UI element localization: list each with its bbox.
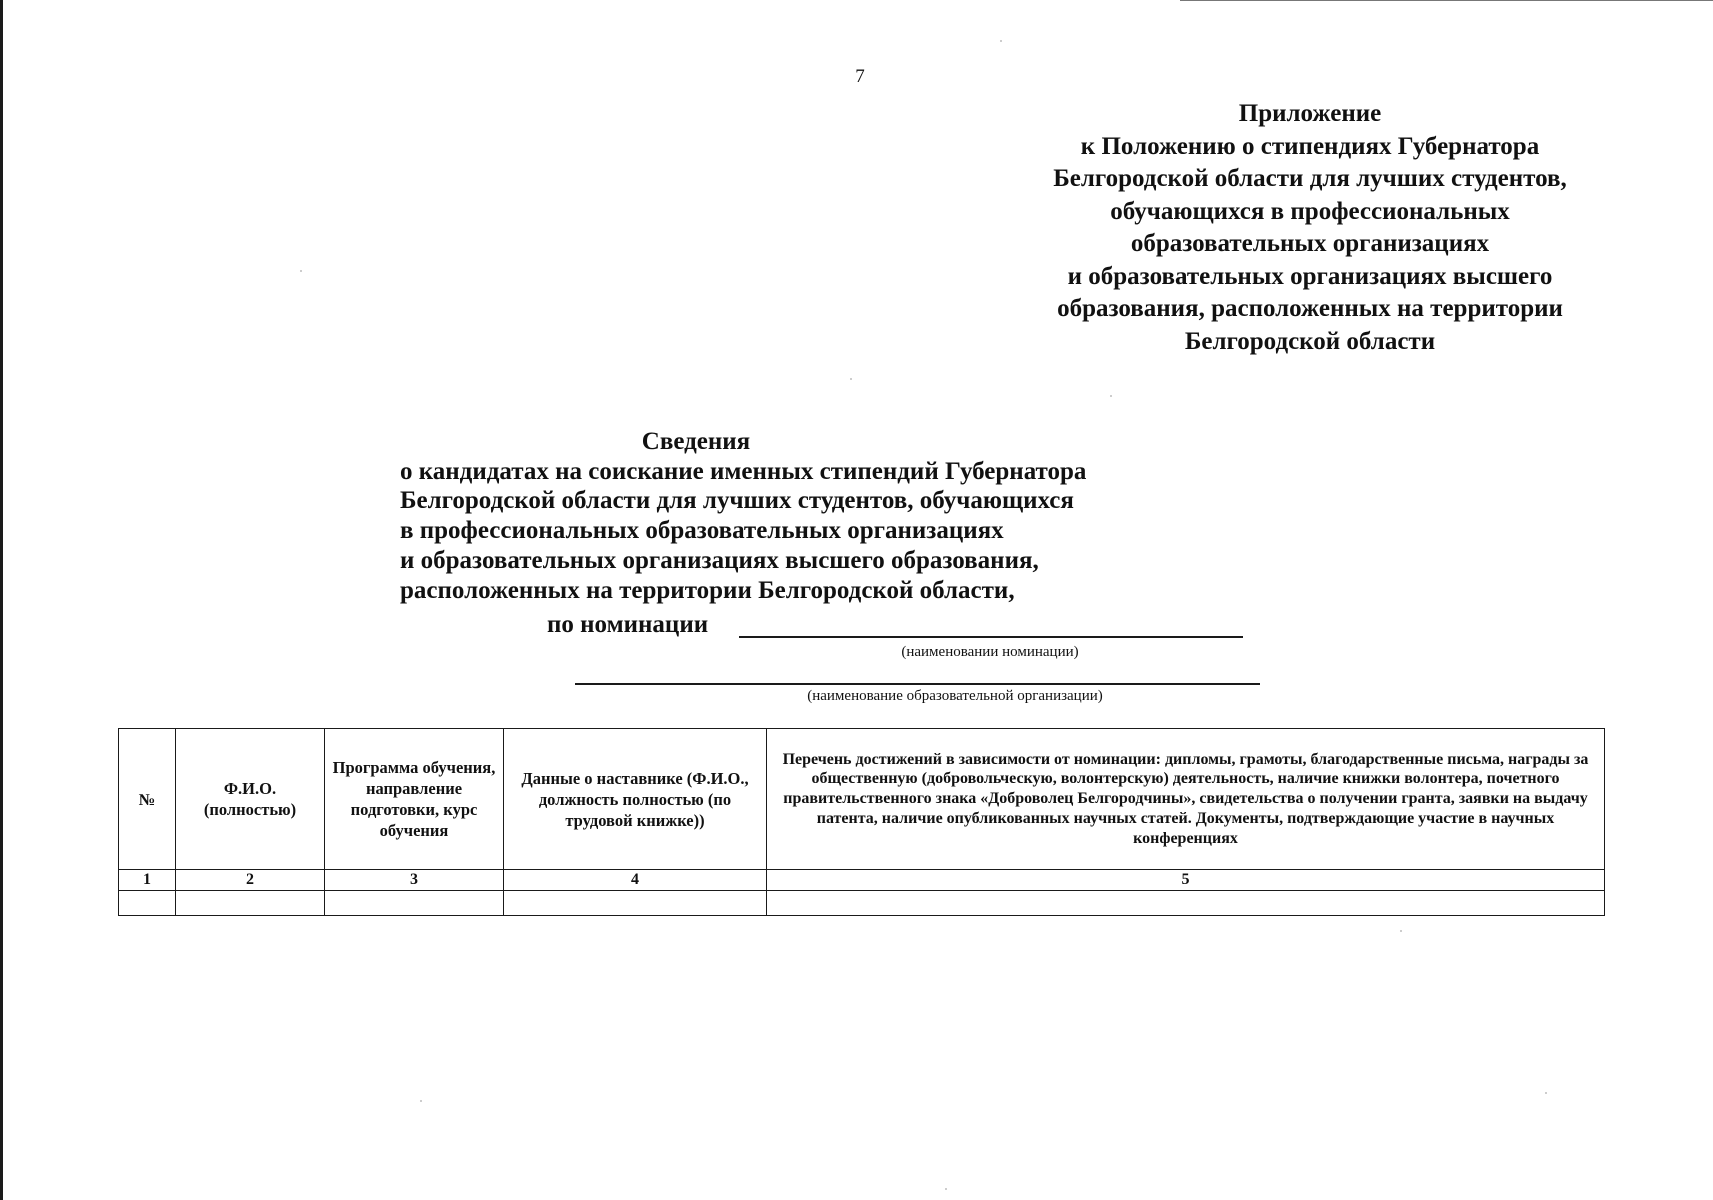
organization-caption: (наименование образовательной организации) bbox=[807, 688, 1103, 704]
scan-speck bbox=[850, 378, 852, 380]
appendix-title: Приложение bbox=[1238, 100, 1382, 127]
heading-line: и образовательных организациях высшего образования, bbox=[400, 546, 1039, 574]
scan-speck bbox=[1545, 1092, 1547, 1094]
nomination-blank-line bbox=[739, 636, 1243, 638]
appendix-line: образования, расположенных на территории bbox=[1057, 295, 1563, 322]
scan-speck bbox=[300, 270, 302, 272]
heading-line: о кандидатах на соискание именных стипендий Губернатора bbox=[400, 457, 1087, 485]
table-cell[interactable] bbox=[504, 891, 767, 916]
column-number: 5 bbox=[767, 870, 1605, 891]
table-header-row bbox=[119, 729, 1605, 870]
column-number-row bbox=[119, 870, 1605, 891]
page-left-border bbox=[0, 0, 3, 1200]
appendix-line: и образовательных организациях высшего bbox=[1067, 262, 1553, 290]
scan-speck bbox=[945, 1188, 947, 1190]
heading-line: Белгородской области для лучших студентов, обучающихся bbox=[400, 487, 1074, 515]
table-cell[interactable] bbox=[176, 891, 325, 916]
table-cell[interactable] bbox=[119, 891, 176, 916]
scan-speck bbox=[1000, 40, 1002, 42]
table-row bbox=[119, 891, 1605, 916]
appendix-line: Белгородской области bbox=[1184, 327, 1436, 355]
heading-line: в профессиональных образовательных организациях bbox=[400, 517, 1004, 545]
nomination-label: по номинации bbox=[547, 611, 709, 638]
table-cell[interactable] bbox=[767, 891, 1605, 916]
scan-speck bbox=[1110, 395, 1112, 397]
candidates-table bbox=[118, 728, 1605, 916]
scan-speck bbox=[1400, 930, 1402, 932]
appendix-line: образовательных организациях bbox=[1130, 230, 1490, 257]
heading-title: Сведения bbox=[641, 428, 751, 455]
page-top-edge bbox=[1180, 0, 1713, 1]
column-number: 3 bbox=[325, 870, 504, 891]
document-heading bbox=[400, 427, 1087, 605]
appendix-block bbox=[985, 98, 1635, 358]
page-number: 7 bbox=[855, 66, 865, 87]
column-number: 1 bbox=[119, 870, 176, 891]
header-number: № bbox=[119, 729, 176, 870]
column-number: 4 bbox=[504, 870, 767, 891]
heading-line: расположенных на территории Белгородской области, bbox=[400, 576, 1015, 604]
header-achievements: Перечень достижений в зависимости от номинации: дипломы, грамоты, благодарственные письма, награды за общественную (добровольческую, волонтерскую) деятельность, наличие книжки волонтера, почетного правительственного знака «Доброволец Белгородчины», свидетельства о получении гранта, заявки на выдачу патента, наличие опубликованных научных статей. Документы, подтверждающие участие в научных конференциях bbox=[767, 729, 1605, 870]
appendix-line: Белгородской области для лучших студентов, bbox=[1053, 165, 1567, 192]
header-mentor-data: Данные о наставнике (Ф.И.О., должность полностью (по трудовой книжке)) bbox=[504, 729, 767, 870]
appendix-line: к Положению о стипендиях Губернатора bbox=[1080, 132, 1540, 160]
appendix-line: обучающихся в профессиональных bbox=[1110, 197, 1510, 225]
header-study-program: Программа обучения, направление подготовки, курс обучения bbox=[325, 729, 504, 870]
column-number: 2 bbox=[176, 870, 325, 891]
table-cell[interactable] bbox=[325, 891, 504, 916]
header-full-name: Ф.И.О. (полностью) bbox=[176, 729, 325, 870]
nomination-caption: (наименовании номинации) bbox=[901, 644, 1079, 660]
organization-blank-line bbox=[575, 683, 1260, 685]
scan-speck bbox=[420, 1100, 422, 1102]
